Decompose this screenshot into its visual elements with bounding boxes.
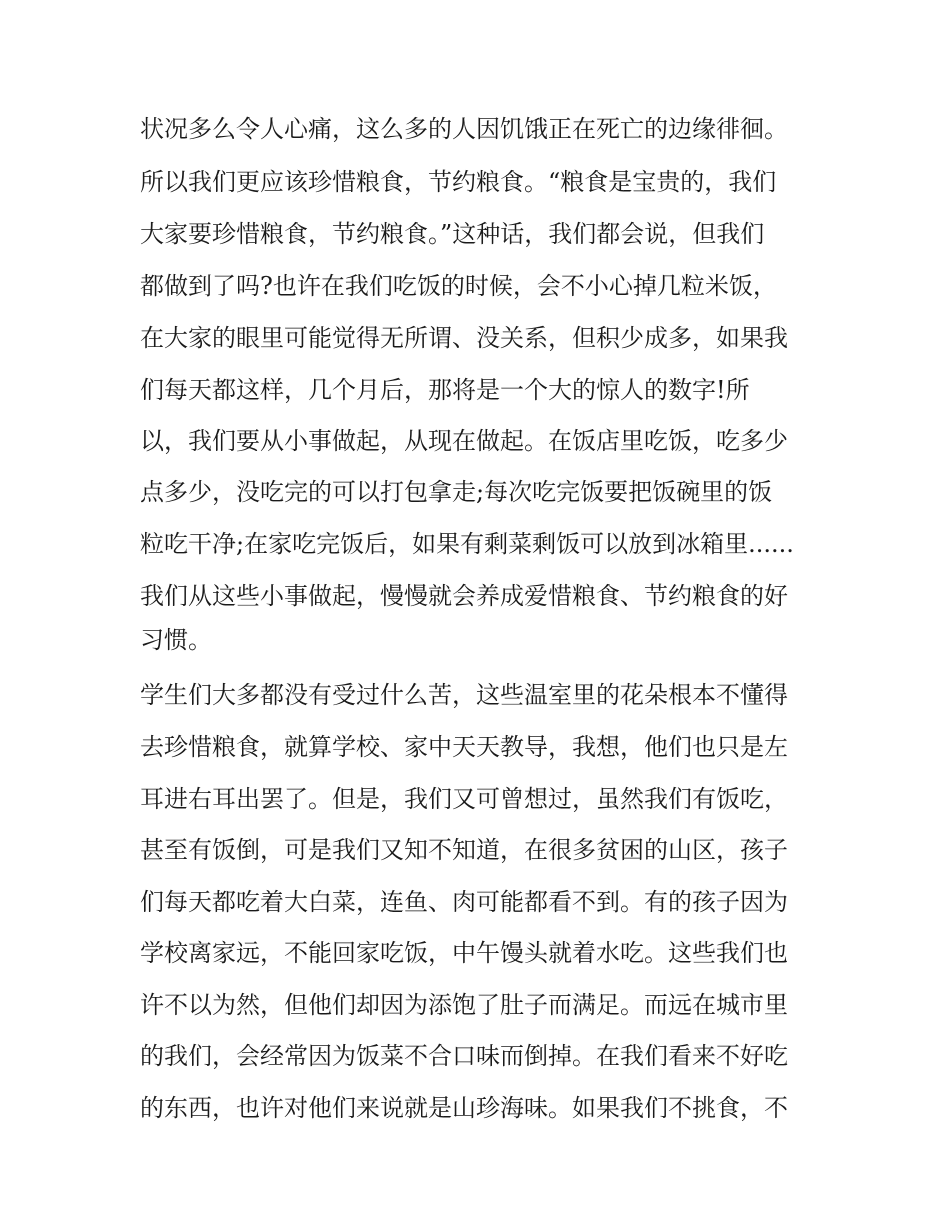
- text-line: 们每天都这样，几个月后，那将是一个大的惊人的数字!所: [140, 376, 750, 404]
- text-line: 的我们，会经常因为饭菜不合口味而倒掉。在我们看来不好吃: [140, 1042, 788, 1070]
- text-line: 学生们大多都没有受过什么苦，这些温室里的花朵根本不懂得: [140, 681, 788, 709]
- text-line: 许不以为然，但他们却因为添饱了肚子而满足。而远在城市里: [140, 991, 788, 1019]
- text-line: 习惯。: [140, 626, 212, 654]
- text-line: 去珍惜粮食，就算学校、家中天天教导，我想，他们也只是左: [140, 733, 788, 761]
- text-line: 甚至有饭倒，可是我们又知不知道，在很多贫困的山区，孩子: [140, 836, 788, 864]
- text-line: 点多少，没吃完的可以打包拿走;每次吃完饭要把饭碗里的饭: [140, 478, 773, 506]
- text-line: 粒吃干净;在家吃完饭后，如果有剩菜剩饭可以放到冰箱里......: [140, 530, 794, 558]
- text-line: 以，我们要从小事做起，从现在做起。在饭店里吃饭，吃多少: [140, 427, 788, 455]
- text-line: 状况多么令人心痛，这么多的人因饥饿正在死亡的边缘徘徊。: [140, 115, 788, 143]
- text-line: 耳进右耳出罢了。但是，我们又可曾想过，虽然我们有饭吃，: [140, 785, 788, 813]
- text-line: 所以我们更应该珍惜粮食，节约粮食。“粮食是宝贵的，我们: [140, 168, 777, 196]
- text-line: 我们从这些小事做起，慢慢就会养成爱惜粮食、节约粮食的好: [140, 582, 788, 610]
- text-line: 们每天都吃着大白菜，连鱼、肉可能都看不到。有的孩子因为: [140, 888, 788, 916]
- text-line: 的东西，也许对他们来说就是山珍海味。如果我们不挑食，不: [140, 1094, 788, 1122]
- text-line: 都做到了吗?也许在我们吃饭的时候，会不小心掉几粒米饭，: [140, 272, 777, 300]
- text-line: 大家要珍惜粮食，节约粮食。”这种话，我们都会说，但我们: [140, 220, 765, 248]
- text-line: 在大家的眼里可能觉得无所谓、没关系，但积少成多，如果我: [140, 324, 788, 352]
- text-line: 学校离家远，不能回家吃饭，中午馒头就着水吃。这些我们也: [140, 939, 788, 967]
